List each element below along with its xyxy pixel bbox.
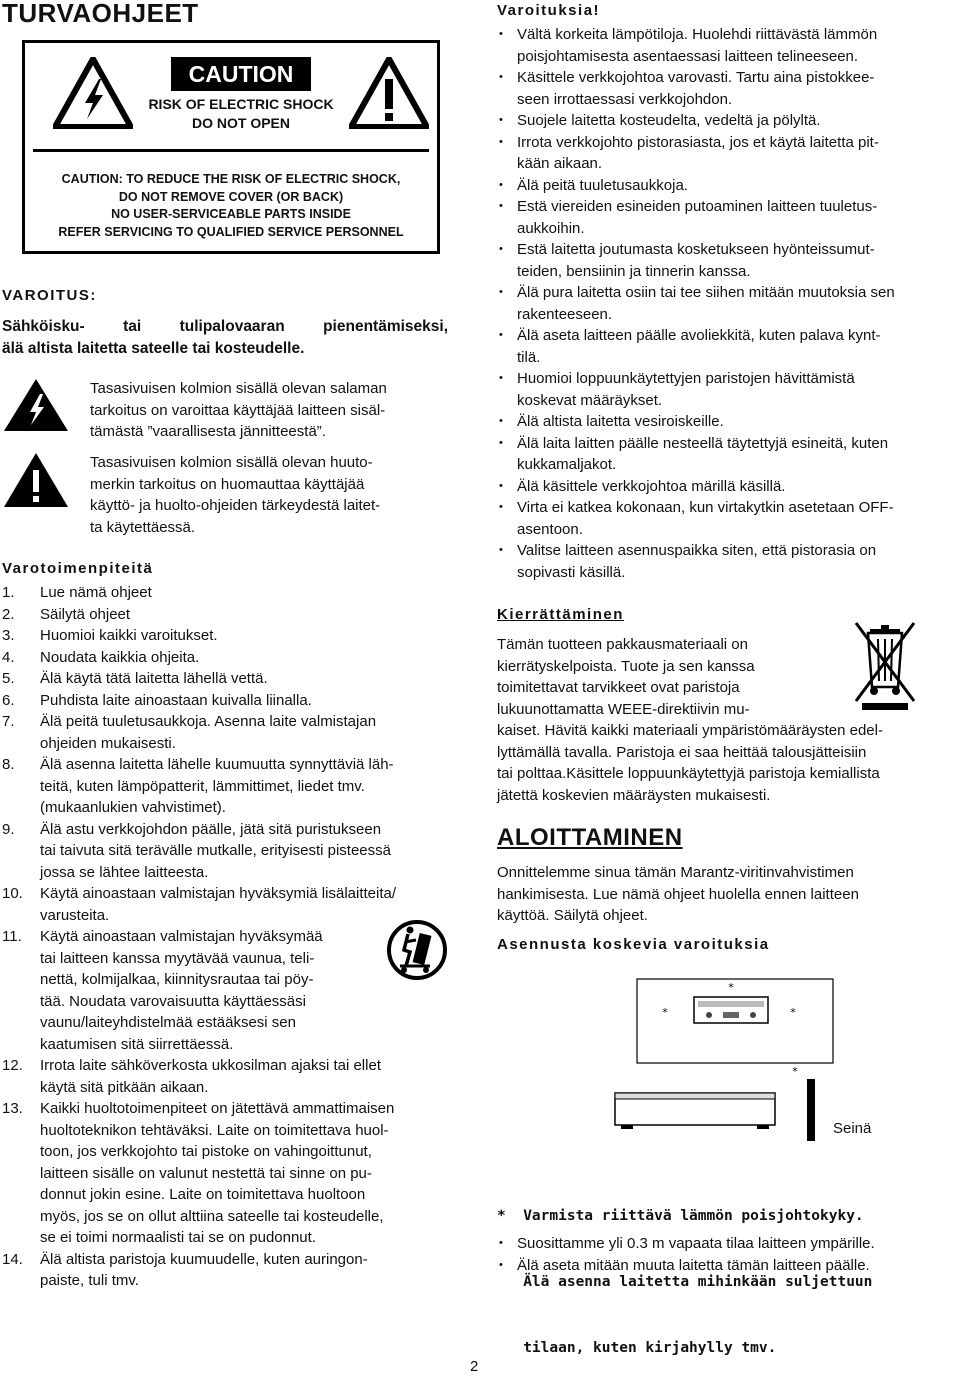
getting-started-line: käyttöä. Säilytä ohjeet. [497, 907, 648, 924]
list-item-line: • Älä laita laitten päälle nesteellä täytettyjä esineitä, kuten [517, 434, 889, 452]
list-item-line: rakenteeseen. [517, 305, 613, 323]
list-item [2, 625, 464, 647]
list-item-line: Säilytä ohjeet [40, 605, 131, 623]
list-item [2, 647, 464, 669]
installation-bullets [497, 1233, 959, 1276]
list-item-line: • Irrota verkkojohto pistorasiasta, jos et käytä laitetta pit- [517, 133, 879, 151]
recycling-line: tai polttaa.Käsittele loppuunkäytettyjä paristoja kemiallista [497, 765, 880, 782]
list-item-line: vaunu/laiteyhdistelmää estääksesi sen [40, 1014, 296, 1031]
list-item-number: 10. [2, 885, 23, 902]
star-note-line: * Varmista riittävä lämmön poisjohtokyky. [497, 1208, 864, 1224]
list-item-line: huoltoteknikon tehtäväksi. Laite on toimitettava huol- [40, 1121, 389, 1139]
lightning-explanation [90, 378, 387, 443]
list-item-number: 14. [2, 1250, 23, 1268]
list-item-line: • Älä aseta laitteen päälle avoliekkitä, kuten palava kynt- [517, 327, 881, 344]
list-item [2, 582, 464, 604]
warnings-list [497, 24, 959, 583]
caution-text-line: NO USER-SERVICEABLE PARTS INSIDE [111, 207, 351, 221]
list-item-line: Käytä ainoastaan valmistajan hyväksymiä lisälaitteita/ [40, 885, 397, 902]
list-item-line: kukkamaljakot. [517, 456, 617, 473]
list-item-number: 8. [2, 756, 15, 773]
list-item-line: • Älä pura laitetta osiin tai tee siihen mitään muutoksia sen [517, 284, 895, 301]
warnings-heading: Varoituksia! [497, 2, 601, 19]
installation-heading: Asennusta koskevia varoituksia [497, 936, 770, 953]
list-item-line: myös, jos se on ollut alttiina sateelle tai kosteudelle, [40, 1207, 384, 1225]
caution-text-line: CAUTION: TO REDUCE THE RISK OF ELECTRIC SHOCK, [61, 172, 401, 186]
warning-text [2, 316, 448, 359]
list-item-line: • Älä käsittele verkkojohtoa märillä käsillä. [517, 477, 786, 495]
list-item [497, 368, 959, 411]
list-item [2, 819, 464, 884]
list-item [497, 196, 959, 239]
list-item-line: • Virta ei katkea kokonaan, kun virtakytkin asetetaan OFF- [517, 499, 894, 516]
list-item-line: koskevat määräykset. [517, 391, 663, 409]
list-item [497, 24, 959, 67]
explanation-line: tämästä ”vaarallisesta jännitteestä”. [90, 423, 326, 440]
list-item [2, 1098, 464, 1249]
list-item [2, 690, 464, 712]
explanation-line: Tasasivuisen kolmion sisällä olevan huuto- [90, 454, 373, 471]
caution-subtitle [145, 95, 337, 133]
list-item-line: Noudata kaikkia ohjeita. [40, 648, 200, 666]
list-item-number: 11. [2, 928, 22, 945]
warning-heading: VAROITUS: [2, 287, 97, 304]
explanation-line: merkin tarkoitus on huomauttaa käyttäjää [90, 475, 365, 493]
list-item-line: • Älä peitä tuuletusaukkoja. [517, 176, 688, 194]
list-item-line: paiste, tuli tmv. [40, 1272, 139, 1289]
list-item [497, 411, 959, 433]
svg-text:*: * [790, 1006, 796, 1019]
list-item [497, 132, 959, 175]
list-item-line: donnut jokin esine. Laite on toimitettava huoltoon [40, 1186, 366, 1203]
recycling-heading: Kierrättäminen [497, 606, 624, 623]
list-item-line: laitteen sisälle on valunut nestettä tai sinne on pu- [40, 1164, 372, 1182]
list-item [497, 433, 959, 476]
list-item-line: Älä käytä tätä laitetta lähellä vettä. [40, 670, 268, 687]
list-item-line: • Älä altista laitetta vesiroiskeille. [517, 413, 724, 430]
caution-sub-line: RISK OF ELECTRIC SHOCK [148, 96, 334, 112]
list-item-number: 5. [2, 670, 15, 687]
caution-label [22, 40, 440, 254]
list-item [497, 175, 959, 197]
list-item-number: 6. [2, 691, 15, 709]
list-item-line: toon, jos verkkojohto tai pistoke on vahingoittunut, [40, 1143, 372, 1160]
list-item-line: kään aikaan. [517, 155, 603, 172]
recycling-line: jätettä koskevien määräysten mukaisesti. [497, 786, 771, 804]
list-item-line: tilä. [517, 348, 541, 366]
list-item [2, 754, 464, 819]
svg-text:*: * [662, 1006, 668, 1019]
list-item-line: Älä astu verkkojohdon päälle, jätä sitä puristukseen [40, 820, 382, 838]
list-item-line: • Estä laitetta joutumasta kosketukseen hyönteissumut- [517, 241, 875, 258]
list-item [497, 325, 959, 368]
explanation-line: ta käytettäessä. [90, 518, 196, 536]
list-item-line: teiden, bensiinin ja tinnerin kanssa. [517, 262, 751, 280]
list-item-line: tai laitteen kanssa myytävää vaunua, teli- [40, 949, 315, 967]
explanation-line: Tasasivuisen kolmion sisällä olevan salaman [90, 380, 387, 397]
recycling-line: Tämän tuotteen pakkausmateriaali on [497, 636, 748, 653]
list-item-line: • Valitse laitteen asennuspaikka siten, että pistorasia on [517, 542, 877, 559]
list-item-line: Älä altista paristoja kuumuudelle, kuten auringon- [40, 1250, 368, 1268]
star-note-line: tilaan, kuten kirjahylly tmv. [497, 1340, 777, 1356]
caution-text [35, 171, 427, 241]
wall-label: Seinä [833, 1120, 872, 1137]
list-item-line: • Vältä korkeita lämpötiloja. Huolehdi riittävästä lämmön [517, 26, 878, 43]
list-item-line: asentoon. [517, 520, 583, 538]
list-item-number: 7. [2, 713, 15, 730]
getting-started-heading: ALOITTAMINEN [497, 824, 683, 851]
getting-started-line: hankimisesta. Lue nämä ohjeet huolella ennen laitteen [497, 885, 859, 903]
warning-line: Sähköisku- tai tulipalovaaran pienentämiseksi, [2, 318, 448, 335]
list-item [497, 540, 959, 583]
list-item [2, 1055, 464, 1098]
list-item-line: • Huomioi loppuunkäytettyjen paristojen hävittämistä [517, 370, 855, 387]
page-number: 2 [470, 1358, 479, 1375]
list-item-line: Huomioi kaikki varoitukset. [40, 627, 218, 644]
caution-text-line: REFER SERVICING TO QUALIFIED SERVICE PERSONNEL [58, 224, 404, 239]
recycling-line: toimitettavat tarvikkeet ovat paristoja [497, 679, 740, 696]
list-item-line: aukkoihin. [517, 219, 585, 237]
star-note-line: Älä asenna laitetta mihinkään suljettuun [497, 1274, 873, 1290]
exclamation-symbol-icon [3, 452, 69, 508]
exclamation-explanation [90, 452, 380, 538]
list-item-line: tai taivuta sitä terävälle mutkalle, erityisesti pisteessä [40, 842, 391, 859]
list-item-number: 12. [2, 1057, 23, 1074]
svg-text:*: * [728, 981, 734, 994]
recycling-line: lyttämällä tavalla. Paristoja ei saa heittää talousjätteisiin [497, 743, 867, 761]
list-item-line: ohjeiden mukaisesti. [40, 734, 176, 752]
list-item-number: 9. [2, 820, 15, 838]
list-item-line: varusteita. [40, 906, 110, 924]
lightning-symbol-icon [3, 378, 69, 432]
list-item-line: Käytä ainoastaan valmistajan hyväksymää [40, 928, 323, 945]
list-item [2, 668, 464, 690]
list-item [497, 476, 959, 498]
precautions-heading: Varotoimenpiteitä [2, 560, 154, 577]
list-item [2, 1249, 464, 1292]
getting-started-text [497, 862, 959, 927]
list-item-line: seen irrottaessasi verkkojohdon. [517, 90, 733, 108]
weee-bin-icon [852, 621, 918, 711]
list-item: • Suosittamme yli 0.3 m vapaata tilaa laitteen ympärille. [497, 1233, 959, 1255]
list-item-line: Kaikki huoltotoimenpiteet on jätettävä ammattimaisen [40, 1100, 395, 1117]
list-item-line: sopivasti käsillä. [517, 563, 626, 581]
recycling-line: lukuunottamatta WEEE-direktiivin mu- [497, 700, 750, 718]
list-item: • Älä aseta mitään muuta laitetta tämän laitteen päälle. [497, 1255, 959, 1277]
list-item-line: Puhdista laite ainoastaan kuivalla liinalla. [40, 691, 312, 709]
list-item-number: 4. [2, 648, 15, 666]
recycling-line: kierrätyskelpoista. Tuote ja sen kanssa [497, 657, 755, 675]
list-item-number: 1. [2, 584, 15, 601]
cart-tip-over-icon [386, 918, 448, 982]
caution-sub-line: DO NOT OPEN [191, 115, 290, 131]
list-item-line: Älä peitä tuuletusaukkoja. Asenna laite valmistajan [40, 713, 377, 730]
recycling-line: kaiset. Hävitä kaikki materiaali ympäristömääräysten edel- [497, 722, 883, 739]
exclamation-triangle-icon [349, 57, 429, 129]
warning-line: älä altista laitetta sateelle tai kosteudelle. [2, 339, 305, 357]
list-item-line: Irrota laite sähköverkosta ukkosilman ajaksi tai ellet [40, 1057, 381, 1074]
list-item-line: poisjohtamisesta asentaessasi laitteen telineeseen. [517, 47, 859, 65]
list-item-line: Lue nämä ohjeet [40, 584, 152, 601]
list-item-line: jossa se lähtee laitteesta. [40, 863, 209, 881]
installation-clearance-diagram [595, 975, 835, 1145]
explanation-line: käyttö- ja huolto-ohjeiden tärkeydestä laitet- [90, 497, 381, 514]
list-item [497, 282, 959, 325]
list-item [497, 239, 959, 282]
list-item [497, 67, 959, 110]
caution-divider [33, 149, 429, 152]
list-item-line: • Käsittele verkkojohtoa varovasti. Tartu aina pistokkee- [517, 69, 875, 86]
list-item-line: (mukaanlukien vahvistimet). [40, 799, 226, 816]
list-item-line: • Estä viereiden esineiden putoaminen laitteen tuuletus- [517, 198, 878, 215]
lightning-triangle-icon [53, 57, 133, 129]
list-item-line: käytä sitä pitkään aikaan. [40, 1078, 209, 1096]
list-item [2, 604, 464, 626]
list-item [2, 711, 464, 754]
caution-title: CAUTION [171, 57, 311, 91]
list-item-line: tää. Noudata varovaisuutta käyttäessäsi [40, 992, 306, 1010]
getting-started-line: Onnittelemme sinua tämän Marantz-viritinvahvistimen [497, 864, 854, 881]
list-item-line: Älä asenna laitetta lähelle kuumuutta synnyttäviä läh- [40, 756, 394, 773]
list-item [497, 497, 959, 540]
list-item-number: 3. [2, 627, 15, 644]
list-item-line: kaatumisen sitä siirrettäessä. [40, 1035, 234, 1053]
list-item [497, 110, 959, 132]
explanation-line: tarkoitus on varoittaa käyttäjää laitteen sisäl- [90, 401, 386, 419]
svg-text:*: * [792, 1065, 798, 1078]
page-title: TURVAOHJEET [2, 0, 199, 28]
list-item-number: 2. [2, 605, 15, 623]
list-item-line: teitä, kuten lämpöpatterit, lämmittimet, liedet tmv. [40, 777, 365, 795]
list-item-line: se ei toimi normaalisti tai se on pudonnut. [40, 1229, 316, 1246]
caution-text-line: DO NOT REMOVE COVER (OR BACK) [118, 189, 344, 204]
list-item-line: • Suojele laitetta kosteudelta, vedeltä ja pölyltä. [517, 112, 821, 129]
list-item-number: 13. [2, 1100, 23, 1117]
list-item-line: nettä, kolmijalkaa, kiinnitysrautaa tai pöy- [40, 971, 314, 988]
